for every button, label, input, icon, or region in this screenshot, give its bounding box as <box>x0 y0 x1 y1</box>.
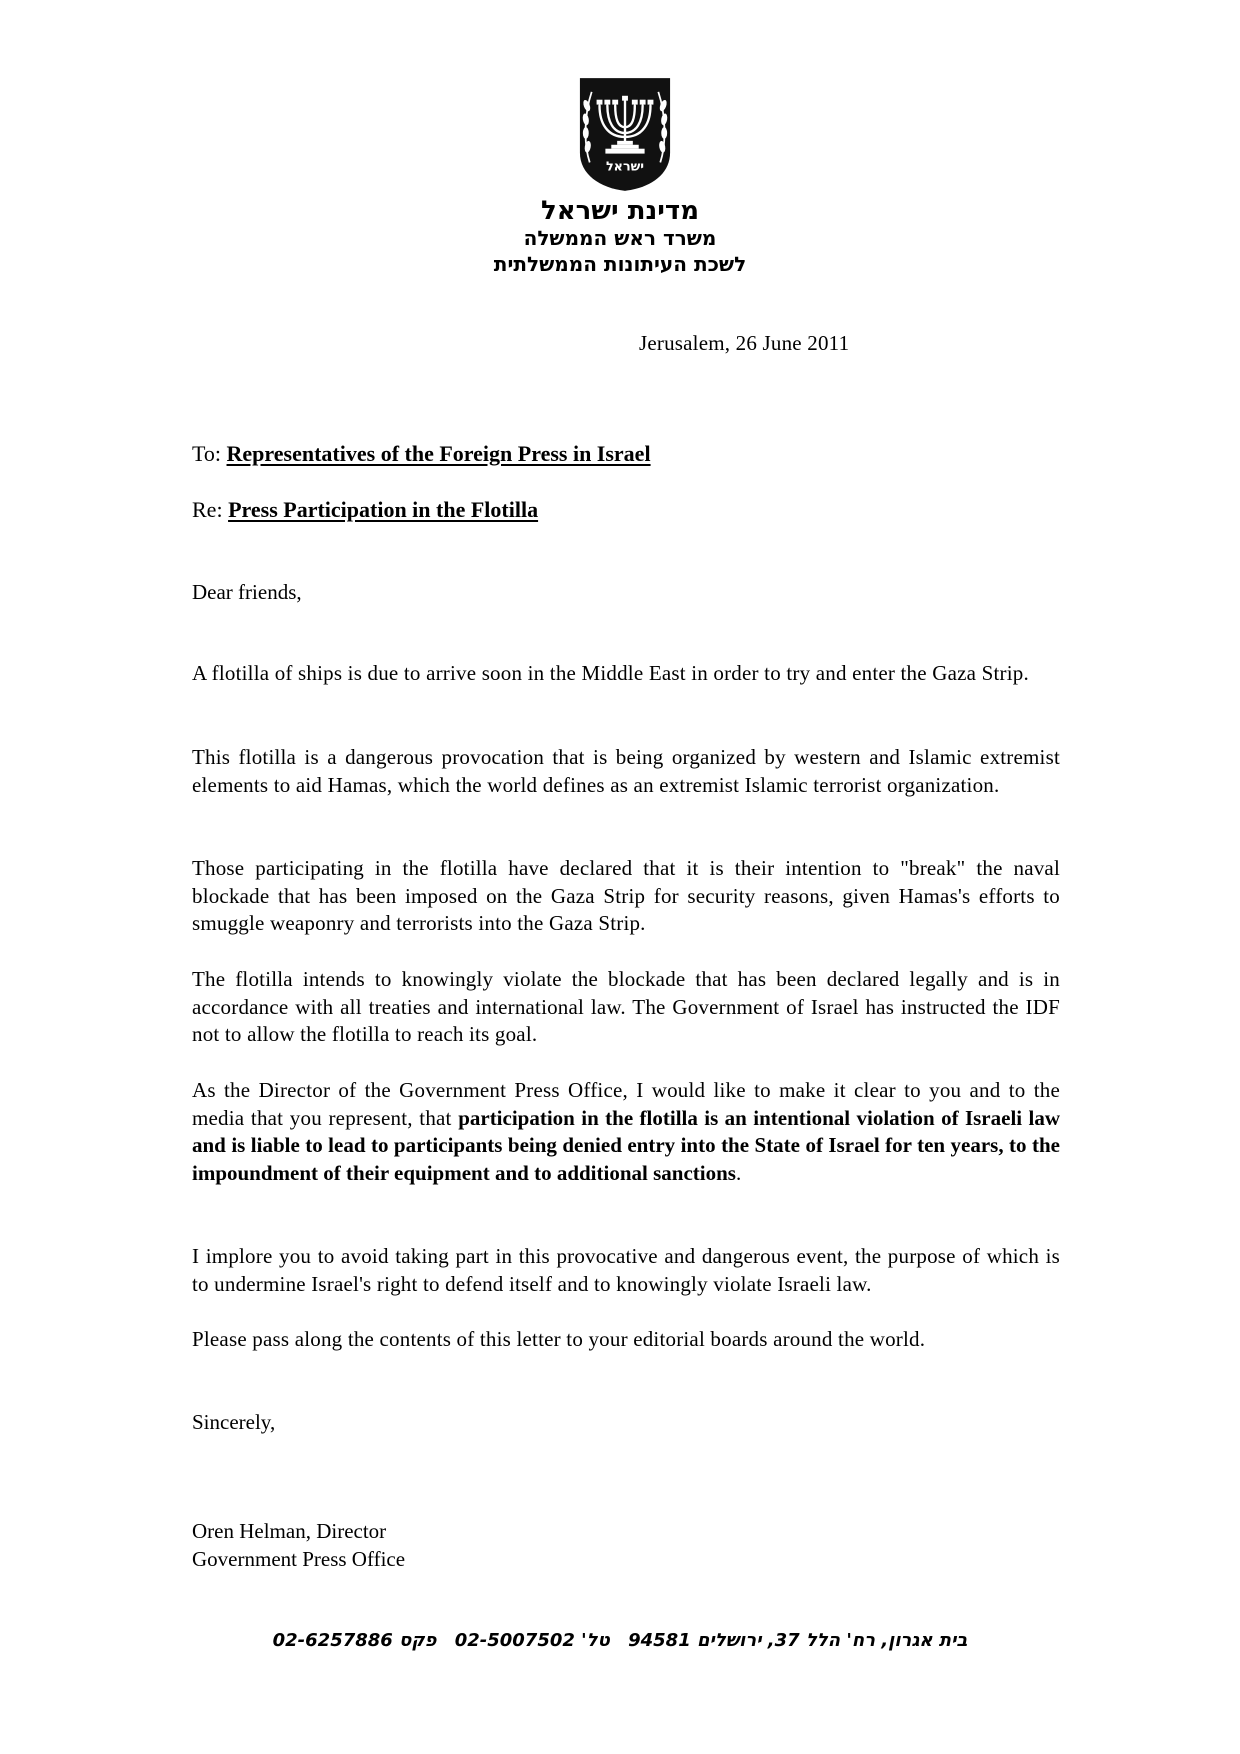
body-paragraph-6: I implore you to avoid taking part in this provocative and dangerous event, the purpose of which is to undermine Israel's right to defend itself and to knowingly violate Israeli law. <box>192 1244 1060 1296</box>
letterhead-line-3: לשכת העיתונות הממשלתית <box>493 252 747 276</box>
body-paragraph-2: This flotilla is a dangerous provocation that is being organized by western and Islamic extremist elements to aid Hamas, which the world defines as an extremist Islamic terrorist organization. <box>192 745 1060 797</box>
letter-date: Jerusalem, 26 June 2011 <box>639 331 850 355</box>
subject-value: Press Participation in the Flotilla <box>228 497 539 522</box>
body-paragraph-4: The flotilla intends to knowingly violate the blockade that has been declared legally and is in accordance with all treaties and international law. The Government of Israel has instructed the IDF not to allow the flotilla to reach its goal. <box>192 967 1060 1047</box>
subject-line <box>192 497 538 523</box>
signature-title: Government Press Office <box>192 1547 406 1571</box>
letterhead-line-2: משרד ראש הממשלה <box>523 226 717 250</box>
body-paragraph-7: Please pass along the contents of this letter to your editorial boards around the world. <box>192 1327 926 1351</box>
recipient-value: Representatives of the Foreign Press in Israel <box>226 441 651 466</box>
body-paragraph-1: A flotilla of ships is due to arrive soon in the Middle East in order to try and enter the Gaza Strip. <box>192 661 1029 685</box>
footer-phone: טל' 02-5007502 <box>454 1630 610 1651</box>
body-paragraph-5-start: As the Director of the Government Press Office, I would like to make it clear to you and to the media that you represent, that <box>192 1078 1060 1130</box>
footer-fax: פקס 02-6257886 <box>272 1630 437 1651</box>
body-paragraph-5-end: . <box>735 1160 742 1185</box>
footer-address: בית אגרון, רח' הלל 37, ירושלים 94581 <box>628 1630 968 1651</box>
salutation: Dear friends, <box>192 580 302 604</box>
emblem-text: ישראל <box>605 159 645 175</box>
signature-name: Oren Helman, Director <box>192 1519 387 1543</box>
footer-contact <box>0 1630 1240 1651</box>
body-paragraph-3: Those participating in the flotilla have declared that it is their intention to "break" the naval blockade that has been imposed on the Gaza Strip for security reasons, given Hamas's efforts to smuggle weaponry and terrorists into the Gaza Strip. <box>192 856 1060 936</box>
recipient-label: To: <box>192 441 222 466</box>
closing: Sincerely, <box>192 1410 276 1434</box>
body-paragraph-5 <box>192 1077 1060 1187</box>
body-paragraph-5-emphasis: participation in the flotilla is an intentional violation of Israeli law and is liable to lead to participants being denied entry into the State of Israel for ten years, to the impoundment of their equipment and to additional sanctions <box>192 1105 1061 1185</box>
subject-label: Re: <box>192 497 223 522</box>
letterhead-line-1: מדינת ישראל <box>540 196 700 226</box>
recipient-line <box>192 441 651 467</box>
state-emblem <box>576 76 674 192</box>
